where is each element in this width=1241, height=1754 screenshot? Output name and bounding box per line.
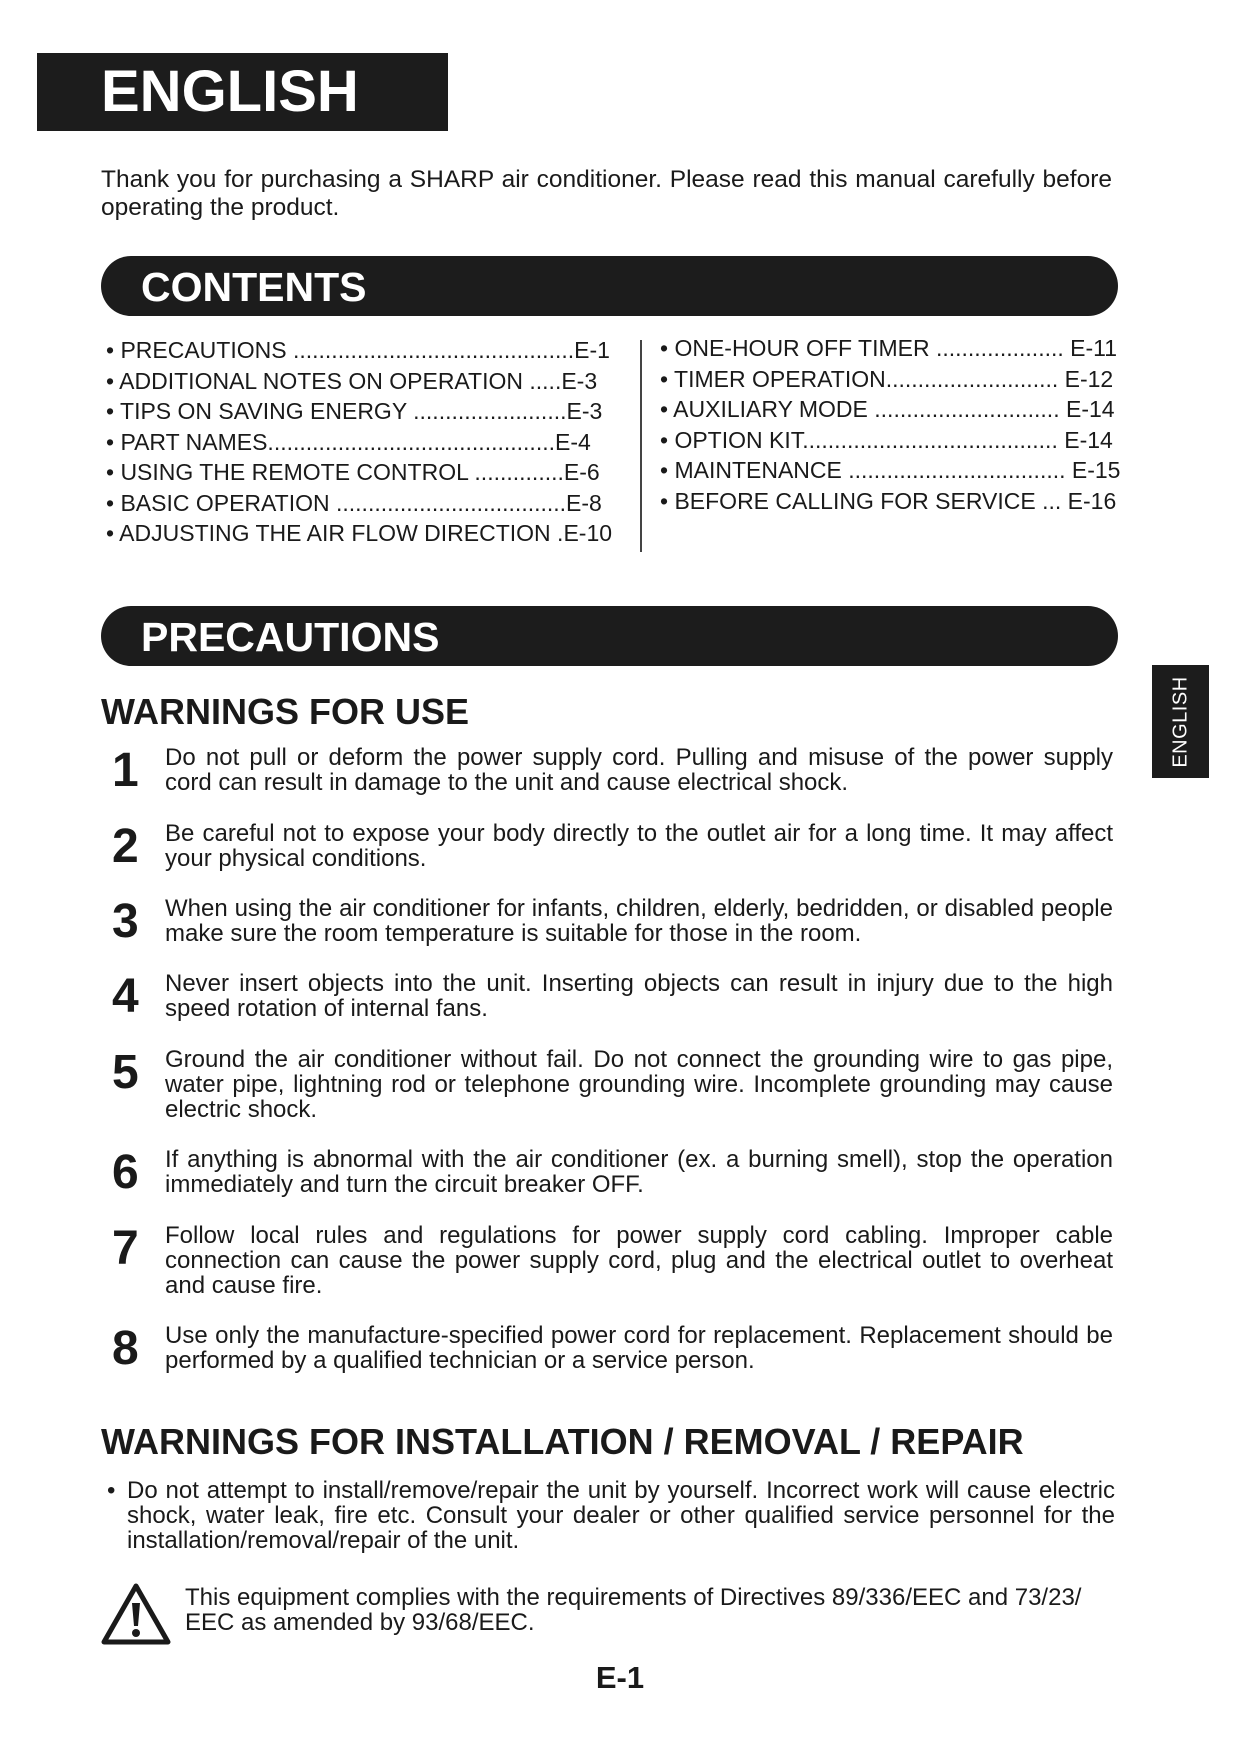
contents-heading: CONTENTS <box>101 256 1118 316</box>
warning-number: 7 <box>112 1222 139 1275</box>
side-tab-label: ENGLISH <box>1169 675 1191 768</box>
toc-item[interactable]: • AUXILIARY MODE ............................. E-14 <box>660 396 1115 422</box>
toc-item[interactable]: • ONE-HOUR OFF TIMER .................... E-11 <box>660 335 1118 361</box>
toc-item[interactable]: • USING THE REMOTE CONTROL ..............E-6 <box>106 459 600 485</box>
warning-text: Follow local rules and regulations for power supply cord cabling. Improper cable connection can cause the power supply cord, plug and the electrical outlet to overheat and cause fire. <box>165 1222 1113 1299</box>
intro-text: Thank you for purchasing a SHARP air conditioner. Please read this manual carefully before operating the product. <box>101 166 1112 221</box>
toc-item[interactable]: • OPTION KIT........................................ E-14 <box>660 426 1113 453</box>
warning-text: Do not pull or deform the power supply cord. Pulling and misuse of the power supply cord can result in damage to the unit and cause electrical shock. <box>165 744 1113 796</box>
warning-text: When using the air conditioner for infants, children, elderly, bedridden, or disabled people make sure the room temperature is suitable for those in the room. <box>165 895 1113 947</box>
contents-list-right <box>660 333 1120 516</box>
warning-text: If anything is abnormal with the air conditioner (ex. a burning smell), stop the operation immediately and turn the circuit breaker OFF. <box>165 1146 1113 1198</box>
warning-number: 1 <box>112 744 139 797</box>
toc-item[interactable]: • BASIC OPERATION ....................................E-8 <box>106 489 602 516</box>
toc-item[interactable]: • TIMER OPERATION........................... E-12 <box>660 365 1114 392</box>
toc-item[interactable]: • MAINTENANCE .................................. E-15 <box>660 457 1121 483</box>
toc-item[interactable]: • PRECAUTIONS ............................................E-1 <box>106 337 610 363</box>
contents-list-left <box>106 335 616 549</box>
toc-item[interactable]: • PART NAMES.............................................E-4 <box>106 428 591 455</box>
installation-warning-text: Do not attempt to install/remove/repair the unit by yourself. Incorrect work will cause electric shock, water leak, fire etc. Consult your dealer or other qualified service personnel for the installation/removal/repair of the unit. <box>127 1477 1115 1554</box>
warning-number: 8 <box>112 1322 139 1375</box>
warning-text: Ground the air conditioner without fail. Do not connect the grounding wire to gas pipe, water pipe, lightning rod or telephone grounding wire. Incomplete grounding may cause electric shock. <box>165 1046 1113 1123</box>
toc-item[interactable]: • ADJUSTING THE AIR FLOW DIRECTION .E-10 <box>106 520 613 546</box>
bullet-dot: • <box>107 1477 116 1504</box>
language-header: ENGLISH <box>37 53 448 131</box>
directive-notice: This equipment complies with the requirements of Directives 89/336/EEC and 73/23/ EEC as amended by 93/68/EEC. <box>185 1584 1082 1636</box>
warning-text: Never insert objects into the unit. Inserting objects can result in injury due to the high speed rotation of internal fans. <box>165 970 1113 1022</box>
warning-number: 4 <box>112 970 139 1023</box>
warning-text: Be careful not to expose your body directly to the outlet air for a long time. It may affect your physical conditions. <box>165 820 1113 872</box>
warning-number: 2 <box>112 820 139 873</box>
warnings-for-use-heading: WARNINGS FOR USE <box>101 691 470 732</box>
side-language-tab[interactable] <box>1152 665 1209 778</box>
warning-text: Use only the manufacture-specified power cord for replacement. Replacement should be performed by a qualified technician or a service person. <box>165 1322 1113 1374</box>
warning-number: 5 <box>112 1046 139 1099</box>
contents-divider <box>640 340 642 552</box>
toc-item[interactable]: • TIPS ON SAVING ENERGY ........................E-3 <box>106 398 603 424</box>
toc-item[interactable]: • ADDITIONAL NOTES ON OPERATION .....E-3 <box>106 367 598 394</box>
warning-number: 3 <box>112 895 139 948</box>
precautions-heading: PRECAUTIONS <box>101 606 1118 666</box>
warnings-for-installation-heading: WARNINGS FOR INSTALLATION / REMOVAL / REPAIR <box>101 1421 1024 1462</box>
page-number: E-1 <box>595 1660 645 1695</box>
warning-number: 6 <box>112 1146 139 1199</box>
warning-triangle-icon <box>101 1582 171 1646</box>
toc-item[interactable]: • BEFORE CALLING FOR SERVICE ... E-16 <box>660 487 1117 514</box>
